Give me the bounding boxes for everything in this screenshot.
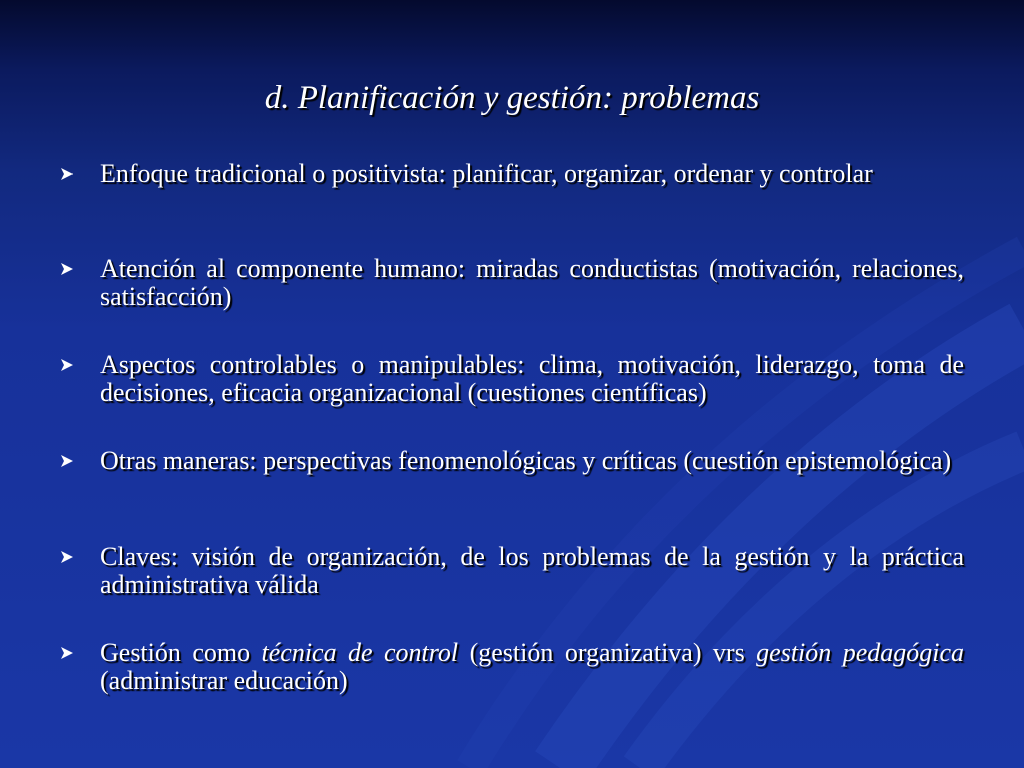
bullet-list [60, 160, 964, 735]
arrow-bullet-icon [60, 646, 74, 660]
bullet-text-part: (administrar educación) [100, 666, 348, 695]
bullet-text: Aspectos controlables o manipulables: clima, motivación, liderazgo, toma de decisiones, eficacia organizacional (cuestiones científicas) [100, 350, 964, 407]
bullet-text: Atención al componente humano: miradas conductistas (motivación, relaciones, satisfacción) [100, 254, 964, 311]
bullet-text: Enfoque tradicional o positivista: planificar, organizar, ordenar y controlar [100, 159, 873, 188]
bullet-item [60, 639, 964, 735]
slide-title: d. Planificación y gestión: problemas [264, 80, 760, 116]
arrow-bullet-icon [60, 167, 74, 181]
arrow-bullet-icon [60, 550, 74, 564]
bullet-text [100, 638, 964, 695]
emphasis-text: gestión pedagógica [756, 638, 965, 667]
emphasis-text: técnica de control [261, 638, 459, 667]
bullet-item [60, 351, 964, 447]
arrow-bullet-icon [60, 454, 74, 468]
bullet-item [60, 255, 964, 351]
bullet-item [60, 160, 964, 255]
bullet-text-part: (gestión organizativa) vrs [458, 638, 757, 667]
bullet-text-part: Gestión como [100, 638, 262, 667]
arrow-bullet-icon [60, 358, 74, 372]
bullet-text: Claves: visión de organización, de los problemas de la gestión y la práctica administrativa válida [100, 542, 964, 599]
bullet-item [60, 543, 964, 639]
bullet-text: Otras maneras: perspectivas fenomenológicas y críticas (cuestión epistemológica) [100, 446, 952, 475]
bullet-item [60, 447, 964, 543]
arrow-bullet-icon [60, 262, 74, 276]
